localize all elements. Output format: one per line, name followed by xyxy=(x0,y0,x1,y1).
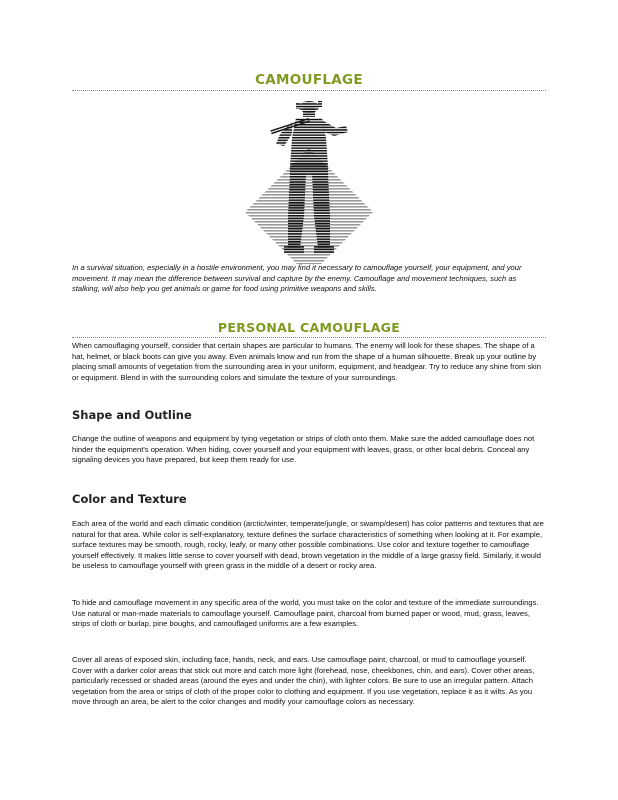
personal-camouflage-paragraph: When camouflaging yourself, consider that certain shapes are particular to humans. The enemy will look for these shapes. The shape of a hat, helmet, or black boots can give you away. Even animals know and run from the shape of a human silhouette. Break up your outline by placing small amounts of vegetation from the surrounding area in your uniform, equipment, and headgear. Try to reduce any shine from skin or equipment. Blend in with the surrounding colors and simulate the texture of your surroundings. xyxy=(72,341,541,382)
section-divider xyxy=(72,337,546,338)
title-divider xyxy=(72,90,546,91)
soldier-camouflage-illustration xyxy=(226,98,392,264)
subheading-shape-and-outline: Shape and Outline xyxy=(72,408,192,422)
section-heading-personal-camouflage: PERSONAL CAMOUFLAGE xyxy=(217,320,401,335)
intro-paragraph: In a survival situation, especially in a hostile environment, you may find it necessary to camouflage yourself, your equipment, and your movement. It may mean the difference between survival and capture by the enemy. Camouflage and movement techniques, such as stalking, will also help you get animals or game for food using primitive weapons and skills. xyxy=(72,263,522,293)
subheading-color-and-texture: Color and Texture xyxy=(72,492,187,506)
color-texture-paragraph: To hide and camouflage movement in any specific area of the world, you must take on the color and texture of the immediate surroundings. Use natural or man-made materials to camouflage yourself. Camouflage paint, charcoal from burned paper or wood, mud, grass, leaves, strips of cloth or burlap, pine boughs, and camouflaged uniforms are a few examples. xyxy=(72,598,539,628)
shape-outline-paragraph: Change the outline of weapons and equipment by tying vegetation or strips of cloth onto them. Make sure the added camouflage does not hinder the equipment's operation. When hiding, cover yourself and your equipment with leaves, grass, or other local debris. Conceal any signaling devices you have prepared, but keep them ready for use. xyxy=(72,434,535,464)
page-title: CAMOUFLAGE xyxy=(255,72,363,88)
color-texture-paragraph: Each area of the world and each climatic condition (arctic/winter, temperate/jungle, or swamp/desert) has color patterns and textures that are natural for that area. While color is self-explanatory, texture defines the surface characteristics of something when looking at it. For example, surface textures may be smooth, rough, rocky, leafy, or many other possible combinations. Use color and texture together to camouflage yourself effectively. It makes little sense to cover yourself with dead, brown vegetation in the middle of a large grassy field. Similarly, it would be useless to camouflage yourself with green grass in the middle of a desert or rocky area. xyxy=(72,519,544,570)
color-texture-paragraph: Cover all areas of exposed skin, including face, hands, neck, and ears. Use camouflage paint, charcoal, or mud to camouflage yourself. Cover with a darker color areas that stick out more and catch more light (forehead, nose, cheekbones, chin, and ears). Cover other areas, particularly recessed or shaded areas (around the eyes and under the chin), with lighter colors. Be sure to use an irregular pattern. Attach vegetation from the area or strips of cloth of the proper color to clothing and equipment. If you use vegetation, replace it as it wilts. As you move through an area, be alert to the color changes and modify your camouflage colors as necessary. xyxy=(72,655,535,706)
